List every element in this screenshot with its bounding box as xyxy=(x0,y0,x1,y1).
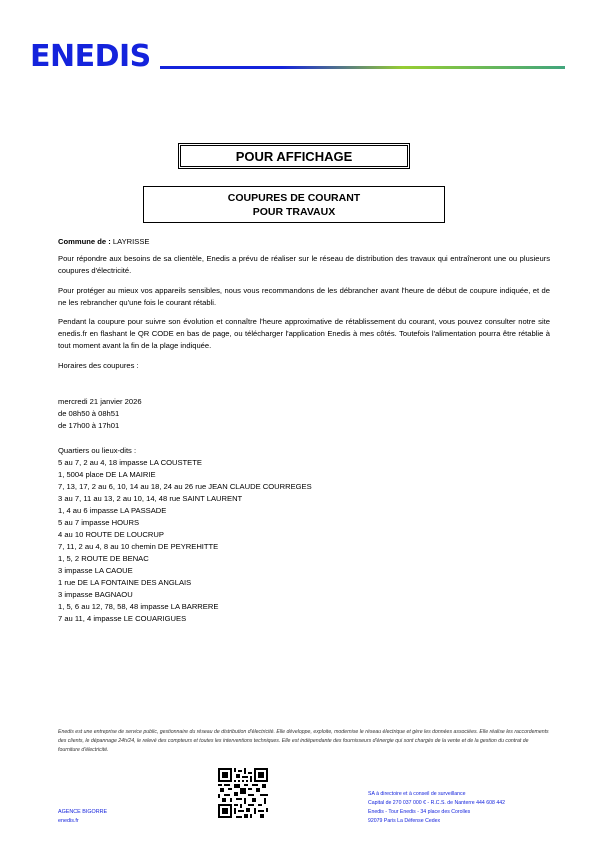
location-item: 3 impasse BAGNAOU xyxy=(58,590,133,599)
location-item: 1, 5, 6 au 12, 78, 58, 48 impasse LA BARRERE xyxy=(58,602,219,611)
location-item: 1 rue DE LA FONTAINE DES ANGLAIS xyxy=(58,578,192,587)
schedule-slot: de 08h50 à 08h51 xyxy=(58,409,120,418)
location-item: 1, 5, 2 ROUTE DE BENAC xyxy=(58,554,149,563)
page-title xyxy=(178,143,410,169)
location-item: 3 au 7, 11 au 13, 2 au 10, 14, 48 rue SAINT LAURENT xyxy=(58,494,243,503)
location-item: 1, 5004 place DE LA MAIRIE xyxy=(58,470,156,479)
commune-value: LAYRISSE xyxy=(112,237,150,246)
location-item: 7 au 11, 4 impasse LE COUARIGUES xyxy=(58,614,187,623)
subtitle-box xyxy=(143,186,445,223)
paragraph-2: Pour protéger au mieux vos appareils sensibles, nous vous recommandons de les débrancher avant l'heure de début de coupure indiquée, et de ne les rebrancher qu'une fois le courant rétabli. xyxy=(58,286,550,307)
agency-name: AGENCE BIGORRE xyxy=(58,809,108,815)
qr-code-icon[interactable] xyxy=(218,768,268,818)
agency-site-link[interactable]: enedis.fr xyxy=(58,818,79,824)
legal-line: Capital de 270 037 000 € - R.C.S. de Nanterre 444 608 442 xyxy=(368,800,505,806)
page-title-text: POUR AFFICHAGE xyxy=(235,148,353,164)
logo-underline xyxy=(160,66,565,69)
paragraph-3: Pendant la coupure pour suivre son évolution et connaître l'heure approximative de rétablissement du courant, vous pouvez consulter notre site enedis.fr en flashant le QR CODE en bas de page, ou télécharger l'application Enedis à mes côtés. Toutefois l'alimentation pourra être rétablie à tout moment avant la fin de la plage indiquée. xyxy=(58,317,550,350)
footer-note: Enedis est une entreprise de service public, gestionnaire du réseau de distribution d'électricité. Elle développe, exploite, modernise le réseau électrique et gère les données associées. Elle réalise les raccordements des clients, le dépannage 24h/24, le relevé des compteurs et toutes les interventions techniques. Elle est indépendante des fournisseurs d'énergie qui sont chargés de la vente et de la gestion du contrat de fourniture d'électricité. xyxy=(58,729,549,753)
subtitle-line-2: POUR TRAVAUX xyxy=(252,205,336,218)
legal-line: Enedis - Tour Enedis - 34 place des Corolles xyxy=(368,809,471,815)
commune-line xyxy=(58,236,149,248)
schedule-label: Horaires des coupures : xyxy=(58,361,139,370)
location-item: 7, 13, 17, 2 au 6, 10, 14 au 18, 24 au 26 rue JEAN CLAUDE COURREGES xyxy=(58,482,312,491)
commune-label: Commune de : xyxy=(58,237,111,246)
legal-line: SA à directoire et à conseil de surveillance xyxy=(368,791,466,797)
location-item: 1, 4 au 6 impasse LA PASSADE xyxy=(58,506,167,515)
enedis-logo: ENEDIS xyxy=(30,39,151,74)
location-item: 5 au 7 impasse HOURS xyxy=(58,518,140,527)
subtitle-line-1: COUPURES DE COURANT xyxy=(227,191,361,204)
locations-label: Quartiers ou lieux-dits : xyxy=(58,446,137,455)
legal-line: 92079 Paris La Défense Cedex xyxy=(368,818,441,824)
location-item: 7, 11, 2 au 4, 8 au 10 chemin DE PEYREHITTE xyxy=(58,542,219,551)
location-item: 4 au 10 ROUTE DE LOUCRUP xyxy=(58,530,164,539)
location-item: 3 impasse LA CAOUE xyxy=(58,566,133,575)
schedule-date: mercredi 21 janvier 2026 xyxy=(58,397,142,406)
paragraph-1: Pour répondre aux besoins de sa clientèle, Enedis a prévu de réaliser sur le réseau de distribution des travaux qui entraîneront une ou plusieurs coupures d'électricité. xyxy=(58,254,550,275)
schedule-slot: de 17h00 à 17h01 xyxy=(58,421,120,430)
location-item: 5 au 7, 2 au 4, 18 impasse LA COUSTETE xyxy=(58,458,202,467)
